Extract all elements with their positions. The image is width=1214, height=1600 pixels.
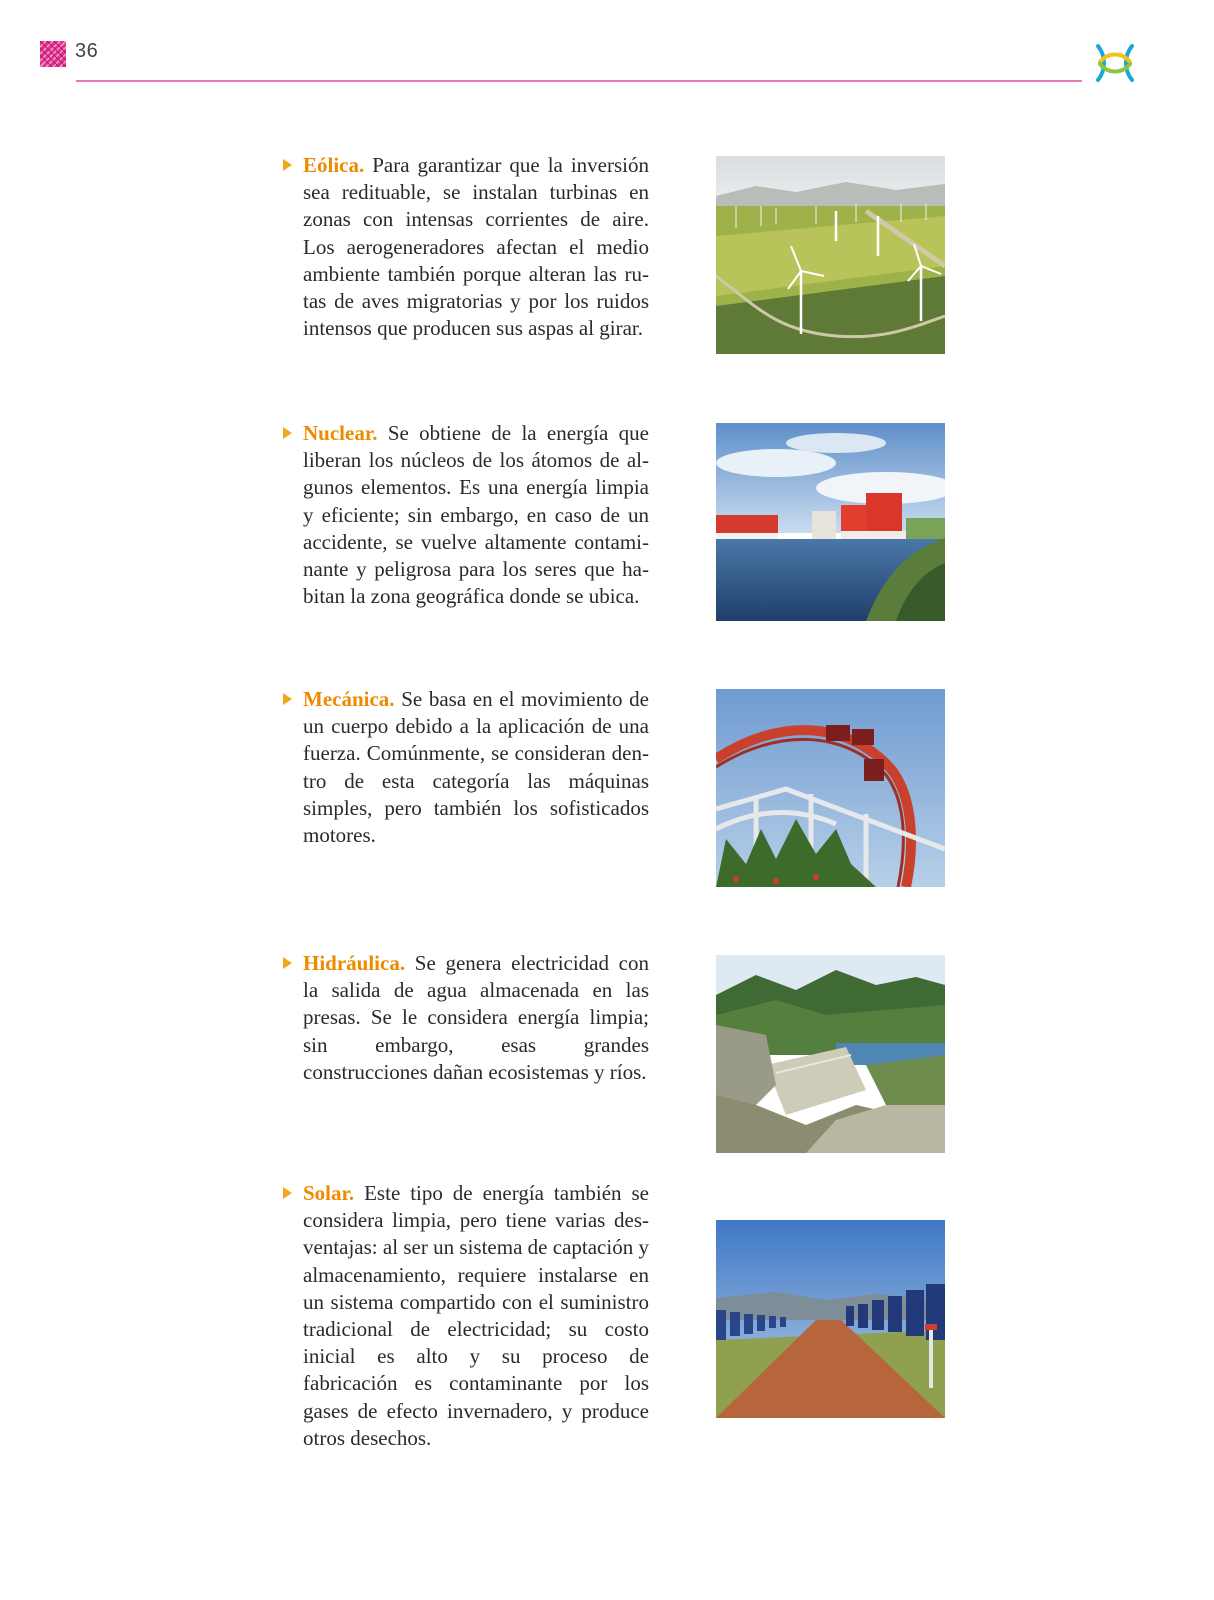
bullet-icon bbox=[283, 159, 292, 171]
bullet-icon bbox=[283, 957, 292, 969]
pink-pattern-square-icon bbox=[40, 41, 66, 67]
term-label: Solar. bbox=[303, 1181, 355, 1205]
term-label: Mecánica. bbox=[303, 687, 395, 711]
entry-body: Se genera electricidad con la salida de agua almacenada en las presas. Se le considera energía limpia; sin embargo, esas grandes construcciones dañan ecosistemas y ríos. bbox=[303, 951, 649, 1084]
bullet-icon bbox=[283, 427, 292, 439]
entry-text bbox=[303, 420, 649, 610]
term-label: Hidráulica. bbox=[303, 951, 406, 975]
solar-farm-photo bbox=[716, 1220, 945, 1418]
term-label: Eólica. bbox=[303, 153, 365, 177]
page-header bbox=[0, 0, 1214, 100]
entry-text bbox=[303, 152, 649, 342]
roller-coaster-photo bbox=[716, 689, 945, 887]
entry-text bbox=[303, 686, 649, 849]
bullet-icon bbox=[283, 693, 292, 705]
colorful-knot-logo-icon bbox=[1092, 40, 1138, 86]
entry-body: Se obtiene de la energía que liberan los núcleos de los átomos de algunos elementos. Es una energía limpia y eficiente; sin embargo, en caso de un accidente, se vuelve altamente contaminante y peligrosa para los seres que habitan la zona geográfica donde se ubica. bbox=[303, 421, 649, 609]
entry-body: Se basa en el movimiento de un cuerpo debido a la aplicación de una fuerza. Comúnmente, se consideran dentro de esta categoría las máquinas simples, pero también los sofisticados motores. bbox=[303, 687, 649, 848]
page-number: 36 bbox=[75, 40, 99, 62]
header-rule bbox=[76, 80, 1082, 82]
bullet-icon bbox=[283, 1187, 292, 1199]
nuclear-plant-photo bbox=[716, 423, 945, 621]
entry-body: Este tipo de energía también se considera limpia, pero tiene varias desventajas: al ser un sistema de captación y almacenamiento, requiere instalarse en un sistema compartido con el suministro tradicional de electricidad; su costo inicial es alto y su proceso de fabricación es contaminante por los gases de efecto invernadero, y produce otros desechos. bbox=[303, 1181, 649, 1450]
wind-farm-photo bbox=[716, 156, 945, 354]
entry-body: Para garantizar que la inversión sea redituable, se instalan turbinas en zonas con intensas corrientes de aire. Los aerogeneradores afectan el medio ambiente también porque alteran las rutas de aves migratorias y por los ruidos intensos que producen sus aspas al girar. bbox=[303, 153, 650, 341]
entry-text bbox=[303, 950, 649, 1086]
term-label: Nuclear. bbox=[303, 421, 378, 445]
dam-photo bbox=[716, 955, 945, 1153]
entry-text bbox=[303, 1180, 649, 1452]
